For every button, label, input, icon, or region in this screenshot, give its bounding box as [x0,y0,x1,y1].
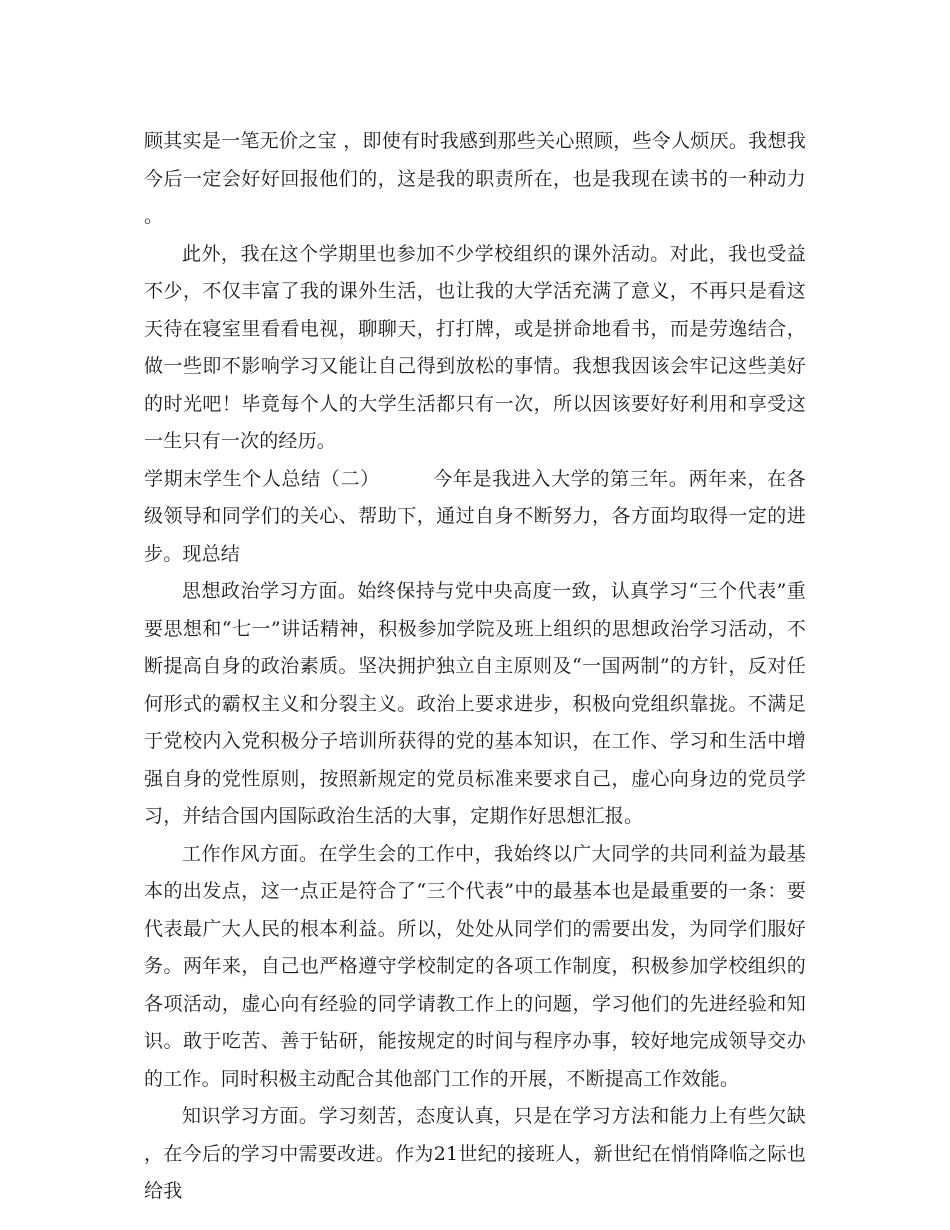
paragraph-continued-gratitude: 顾其实是一笔无价之宝 ，即使有时我感到那些关心照顾，些令人烦厌。我想我今后一定会好好回报他们的，这是我的职责所在，也是我现在读书的一种动力。 [144,130,806,227]
paragraph-work-style: 工作作风方面。在学生会的工作中，我始终以广大同学的共同利益为最基本的出发点，这一点正是符合了“三个代表”中的最基本也是最重要的一条：要代表最广大人民的根本利益。所以，处处从同学们的需要出发，为同学们服好务。两年来，自己也严格遵守学校制定的各项工作制度，积极参加学校组织的各项活动，虚心向有经验的同学请教工作上的问题，学习他们的先进经验和知识。敢于吃苦、善于钻研，能按规定的时间与程序办事，较好地完成领导交办的工作。同时积极主动配合其他部门工作的开展，不断提高工作效能。 [144,842,806,1090]
paragraph-extracurricular-activities: 此外，我在这个学期里也参加不少学校组织的课外活动。对此，我也受益不少，不仅丰富了我的课外生活，也让我的大学活充满了意义，不再只是看这天待在寝室里看看电视，聊聊天，打打牌，或是拼命地看书，而是劳逸结合，做一些即不影响学习又能让自己得到放松的事情。我想我因该会牢记这些美好的时光吧！毕竟每个人的大学生活都只有一次，所以因该要好好利用和享受这一生只有一次的经历。 [144,242,806,452]
document-body [144,123,806,1211]
paragraph-summary-title-intro: 学期末学生个人总结（二） 今年是我进入大学的第三年。两年来，在各级领导和同学们的关心、帮助下，通过自身不断努力，各方面均取得一定的进步。现总结 [144,467,806,565]
paragraph-knowledge-study: 知识学习方面。学习刻苦，态度认真，只是在学习方法和能力上有些欠缺，在今后的学习中需要改进。作为21世纪的接班人，新世纪在悄悄降临之际也给我 [144,1105,806,1202]
paragraph-political-study: 思想政治学习方面。始终保持与党中央高度一致，认真学习“三个代表”重要思想和“七一”讲话精神，积极参加学院及班上组织的思想政治学习活动，不断提高自身的政治素质。坚决拥护独立自主原则及“一国两制”的方针，反对任何形式的霸权主义和分裂主义。政治上要求进步，积极向党组织靠拢。不满足于党校内入党积极分子培训所获得的党的基本知识，在工作、学习和生活中增强自身的党性原则，按照新规定的党员标准来要求自己，虚心向身边的党员学习，并结合国内国际政治生活的大事，定期作好思想汇报。 [144,580,806,827]
